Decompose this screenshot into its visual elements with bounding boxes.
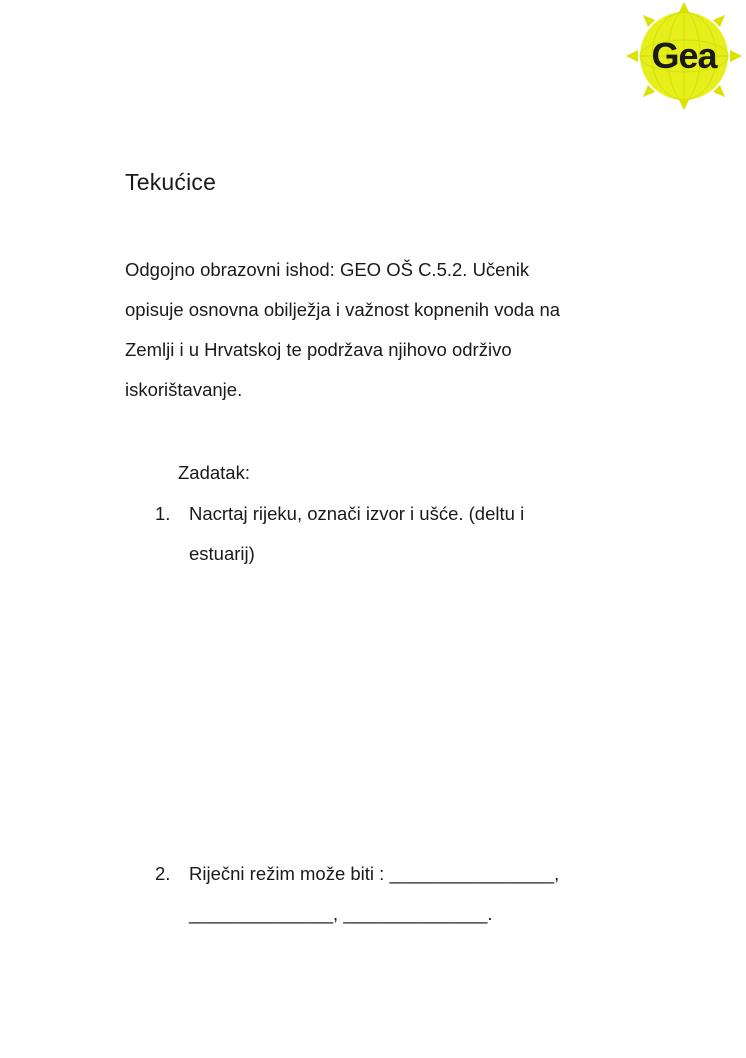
sun-logo-icon bbox=[622, 0, 746, 112]
task-number: 1. bbox=[155, 503, 171, 524]
task-item-2 bbox=[155, 854, 635, 934]
outcome-line: Odgojno obrazovni ishod: GEO OŠ C.5.2. Učenik bbox=[125, 259, 530, 280]
task-line: Nacrtaj rijeku, označi izvor i ušće. (deltu i bbox=[189, 503, 525, 524]
task-label: Zadatak: bbox=[178, 462, 250, 483]
logo-text: Gea bbox=[651, 35, 717, 76]
learning-outcome bbox=[125, 250, 625, 410]
page-title: Tekućice bbox=[125, 169, 217, 195]
task-text bbox=[189, 854, 559, 934]
task-line: ______________, ______________. bbox=[189, 903, 493, 924]
task-item-1 bbox=[155, 494, 635, 574]
outcome-line: iskorištavanje. bbox=[125, 379, 243, 400]
task-line: Riječni režim može biti : ________________, bbox=[189, 863, 560, 884]
task-text bbox=[189, 494, 524, 574]
gea-logo bbox=[622, 0, 746, 112]
task-line: estuarij) bbox=[189, 543, 255, 564]
outcome-line: Zemlji i u Hrvatskoj te podržava njihovo održivo bbox=[125, 339, 512, 360]
task-number: 2. bbox=[155, 863, 171, 884]
outcome-line: opisuje osnovna obilježja i važnost kopnenih voda na bbox=[125, 299, 561, 320]
